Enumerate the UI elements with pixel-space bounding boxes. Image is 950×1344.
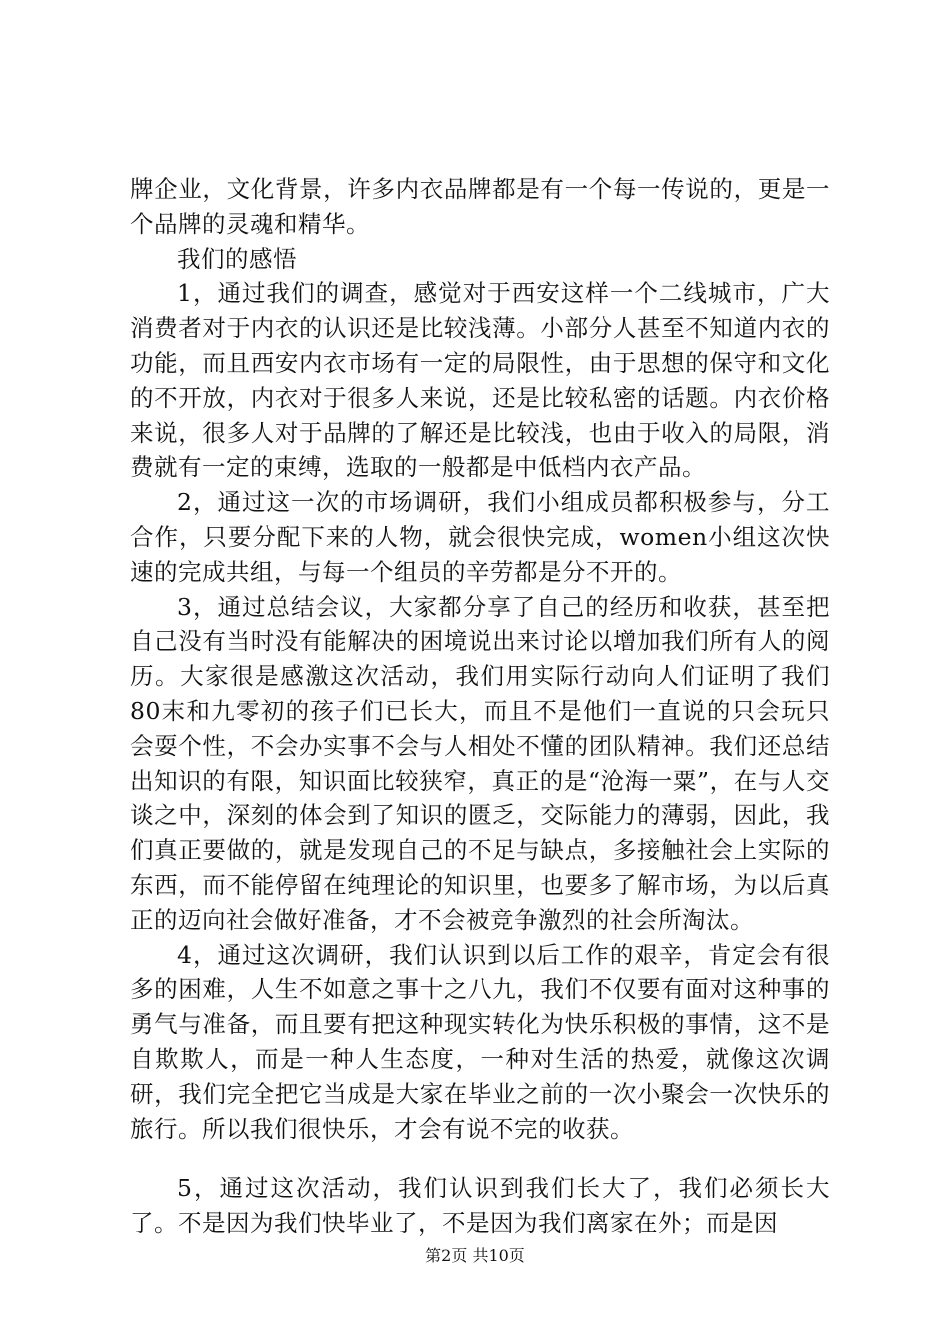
paragraph-5: 5，通过这次活动，我们认识到我们长大了，我们必须长大了。不是因为我们快毕业了，不是因为我们离家在外；而是因 [130,1174,830,1238]
paragraph-4: 4，通过这次调研，我们认识到以后工作的艰辛，肯定会有很多的困难，人生不如意之事十之八九，我们不仅要有面对这种事的勇气与准备，而且要有把这种现实转化为快乐积极的事情，这不是自欺欺人，而是一种人生态度，一种对生活的热爱，就像这次调研，我们完全把它当成是大家在毕业之前的一次小聚会一次快乐的旅行。所以我们很快乐，才会有说不完的收获。 [130,940,830,1143]
section-heading: 我们的感悟 [177,244,297,273]
document-body [130,172,830,1241]
page-footer: 第2页 共10页 [425,1246,525,1265]
paragraph-3: 3，通过总结会议，大家都分享了自己的经历和收获，甚至把自己没有当时没有能解决的困境说出来讨论以增加我们所有人的阅历。大家很是感激这次活动，我们用实际行动向人们证明了我们80末和九零初的孩子们已长大，而且不是他们一直说的只会玩只会耍个性，不会办实事不会与人相处不懂的团队精神。我们还总结出知识的有限，知识面比较狭窄，真正的是“沧海一粟”，在与人交谈之中，深刻的体会到了知识的匮乏，交际能力的薄弱，因此，我们真正要做的，就是发现自己的不足与缺点，多接触社会上实际的东西，而不能停留在纯理论的知识里，也要多了解市场，为以后真正的迈向社会做好准备，才不会被竞争激烈的社会所淘汰。 [130,592,830,934]
paragraph-2: 2，通过这一次的市场调研，我们小组成员都积极参与，分工合作，只要分配下来的人物，就会很快完成，women小组这次快速的完成共组，与每一个组员的辛劳都是分不开的。 [130,488,830,586]
paragraph-gap [130,1146,830,1171]
paragraph-1: 1，通过我们的调查，感觉对于西安这样一个二线城市，广大消费者对于内衣的认识还是比较浅薄。小部分人甚至不知道内衣的功能，而且西安内衣市场有一定的局限性，由于思想的保守和文化的不开放，内衣对于很多人来说，还是比较私密的话题。内衣价格来说，很多人对于品牌的了解还是比较浅，也由于收入的局限，消费就有一定的束缚，选取的一般都是中低档内衣产品。 [130,279,830,482]
paragraph-continuation: 牌企业，文化背景，许多内衣品牌都是有一个每一传说的，更是一个品牌的灵魂和精华。 [130,175,830,238]
